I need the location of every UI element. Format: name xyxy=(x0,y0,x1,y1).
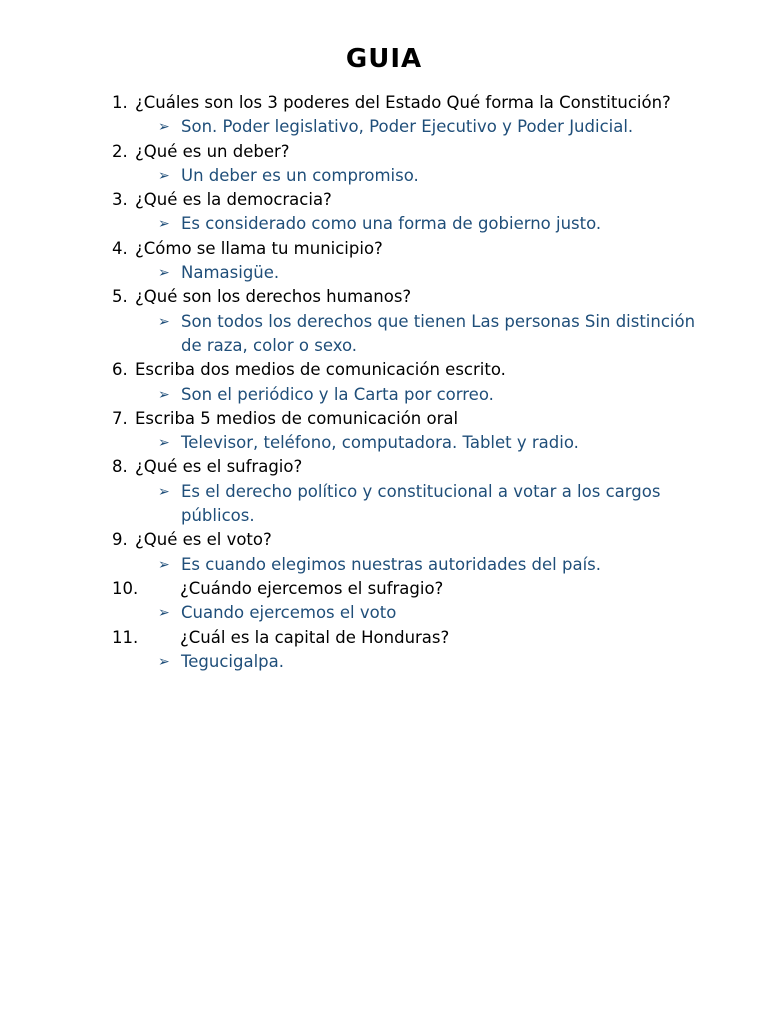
question-number: 6. xyxy=(112,360,128,380)
question-text: ¿Qué es un deber? xyxy=(135,141,290,161)
question-item xyxy=(112,407,712,431)
answer-text: Es el derecho político y constitucional a votar a los cargos públicos. xyxy=(181,481,661,526)
question-number: 3. xyxy=(112,190,128,210)
question-text: ¿Cuándo ejercemos el sufragio? xyxy=(180,578,444,598)
arrow-bullet-icon: ➢ xyxy=(158,167,170,184)
arrow-bullet-icon: ➢ xyxy=(158,556,170,573)
question-text: ¿Qué es el sufragio? xyxy=(135,457,303,477)
question-number: 4. xyxy=(112,238,128,258)
answer-item xyxy=(158,383,712,407)
arrow-bullet-icon: ➢ xyxy=(158,119,170,136)
question-item xyxy=(112,188,712,212)
answer-text: Es cuando elegimos nuestras autoridades del país. xyxy=(181,554,602,574)
question-text: ¿Qué es la democracia? xyxy=(135,190,332,210)
question-number: 5. xyxy=(112,287,128,307)
question-number: 7. xyxy=(112,408,128,428)
arrow-bullet-icon: ➢ xyxy=(158,605,170,622)
answer-item xyxy=(158,480,712,529)
question-item xyxy=(112,285,712,309)
arrow-bullet-icon: ➢ xyxy=(158,313,170,330)
question-item xyxy=(112,577,712,601)
answer-text: Es considerado como una forma de gobierno justo. xyxy=(181,214,602,234)
arrow-bullet-icon: ➢ xyxy=(158,483,170,500)
question-item xyxy=(112,237,712,261)
arrow-bullet-icon: ➢ xyxy=(158,265,170,282)
answer-item xyxy=(158,115,712,139)
answer-text: Televisor, teléfono, computadora. Tablet y radio. xyxy=(181,433,579,453)
question-text: ¿Cómo se llama tu municipio? xyxy=(135,238,383,258)
answer-text: Un deber es un compromiso. xyxy=(181,165,419,185)
question-item xyxy=(112,91,712,115)
answer-item xyxy=(158,553,712,577)
arrow-bullet-icon: ➢ xyxy=(158,653,170,670)
arrow-bullet-icon: ➢ xyxy=(158,216,170,233)
question-list xyxy=(112,91,712,674)
arrow-bullet-icon: ➢ xyxy=(158,386,170,403)
question-item xyxy=(112,626,712,650)
answer-item xyxy=(158,261,712,285)
answer-item xyxy=(158,164,712,188)
question-number: 10. xyxy=(112,578,139,598)
answer-item xyxy=(158,431,712,455)
answer-text: Tegucigalpa. xyxy=(181,651,285,671)
question-text: ¿Qué es el voto? xyxy=(135,530,272,550)
question-item xyxy=(112,455,712,479)
answer-text: Son todos los derechos que tienen Las personas Sin distinción de raza, color o sexo. xyxy=(181,311,696,355)
arrow-bullet-icon: ➢ xyxy=(158,435,170,452)
answer-item xyxy=(158,310,712,359)
answer-text: Son el periódico y la Carta por correo. xyxy=(181,384,494,404)
page-title: GUIA xyxy=(345,44,423,74)
answer-item xyxy=(158,601,712,625)
answer-item xyxy=(158,650,712,674)
question-number: 1. xyxy=(112,93,128,112)
question-number: 9. xyxy=(112,530,128,550)
question-text: ¿Cuál es la capital de Honduras? xyxy=(180,627,450,647)
question-text: ¿Cuáles son los 3 poderes del Estado Qué forma la Constitución? xyxy=(135,93,671,112)
question-text: ¿Qué son los derechos humanos? xyxy=(135,287,412,307)
answer-text: Son. Poder legislativo, Poder Ejecutivo y Poder Judicial. xyxy=(181,117,634,137)
question-item xyxy=(112,528,712,552)
question-item xyxy=(112,358,712,382)
question-number: 11. xyxy=(112,627,139,647)
answer-text: Cuando ejercemos el voto xyxy=(181,603,397,623)
question-text: Escriba 5 medios de comunicación oral xyxy=(135,408,459,428)
question-number: 8. xyxy=(112,457,128,477)
question-number: 2. xyxy=(112,141,128,161)
question-text: Escriba dos medios de comunicación escrito. xyxy=(135,360,506,380)
question-item xyxy=(112,140,712,164)
answer-text: Namasigüe. xyxy=(181,263,280,283)
answer-item xyxy=(158,212,712,236)
